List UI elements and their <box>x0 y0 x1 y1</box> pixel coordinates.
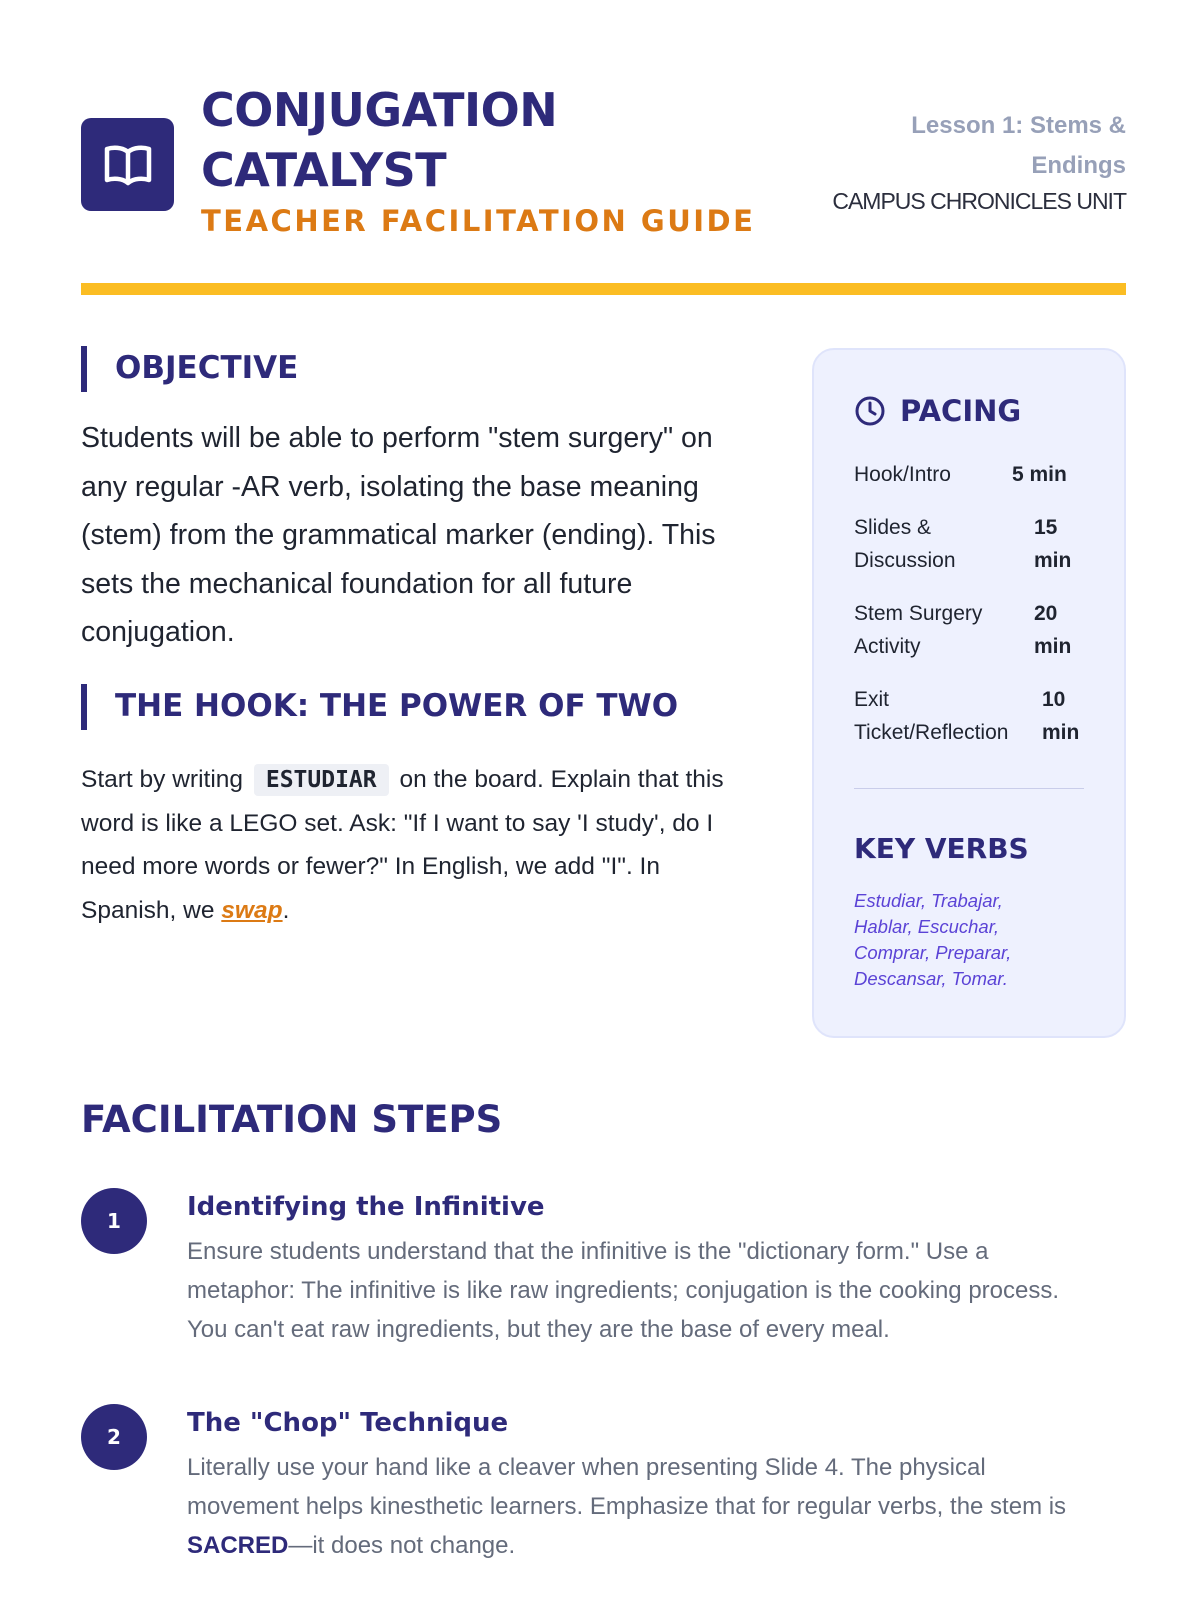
clock-icon <box>854 395 886 427</box>
step-body: Ensure students understand that the infinitive is the "dictionary form." Use a metaphor: The infinitive is like raw ingredients; conjugation is the cooking process. You can't eat raw ingredients, but they are the base of every meal. <box>187 1238 1060 1343</box>
unit-label: CAMPUS CHRONICLES UNIT <box>832 188 1126 214</box>
swap-emphasis: swap <box>221 896 283 924</box>
pacing-duration: 15 min <box>1034 516 1072 572</box>
step-number-badge: 2 <box>81 1404 147 1470</box>
pacing-activity: Hook/Intro <box>854 463 951 486</box>
pacing-heading <box>854 394 1021 428</box>
hook-text <box>81 758 761 932</box>
guide-page <box>81 0 1126 1600</box>
pacing-duration: 5 min <box>1012 463 1067 486</box>
pacing-row <box>854 683 1084 749</box>
pacing-activity: Exit Ticket/Reflection <box>854 688 1009 744</box>
header-divider <box>81 283 1126 295</box>
pacing-row <box>854 597 1084 663</box>
page-title: CONJUGATION CATALYST <box>201 83 558 197</box>
objective-heading-text: OBJECTIVE <box>115 350 299 386</box>
hook-text-before: Start by writing <box>81 766 244 793</box>
step-body-text: Literally use your hand like a cleaver when presenting Slide 4. The physical movement helps kinesthetic learners. Emphasize that for regular verbs, the stem is <box>187 1454 1067 1520</box>
hook-heading-text: THE HOOK: THE POWER OF TWO <box>115 688 679 724</box>
key-verbs-list: Estudiar, Trabajar, Hablar, Escuchar, Comprar, Preparar, Descansar, Tomar. <box>854 890 1012 989</box>
logo <box>81 118 174 211</box>
header <box>81 80 1126 250</box>
sacred-emphasis: SACRED <box>187 1532 289 1559</box>
sidebar-divider <box>854 788 1084 789</box>
lesson-label: Lesson 1: Stems & Endings <box>911 112 1126 179</box>
step-title: The "Chop" Technique <box>187 1408 509 1438</box>
pacing-activity: Stem Surgery Activity <box>854 602 983 658</box>
pacing-row <box>854 458 1084 491</box>
key-verbs-heading: KEY VERBS <box>854 832 1029 865</box>
hook-heading <box>81 684 767 730</box>
pacing-activity: Slides & Discussion <box>854 516 956 572</box>
pacing-row <box>854 511 1084 577</box>
hook-text-end: . <box>282 896 290 924</box>
step-number-badge: 1 <box>81 1188 147 1254</box>
page-subtitle: TEACHER FACILITATION GUIDE <box>201 204 756 238</box>
pacing-table <box>854 458 1084 769</box>
step-title: Identifying the Infinitive <box>187 1192 545 1222</box>
pacing-duration: 10 min <box>1042 688 1080 744</box>
objective-heading <box>81 346 767 392</box>
objective-text: Students will be able to perform "stem surgery" on any regular -AR verb, isolating the base meaning (stem) from the grammatical marker (ending). This sets the mechanical foundation for all future conjugation. <box>81 422 716 648</box>
step-body-end: —it does not change. <box>288 1532 516 1559</box>
open-book-icon <box>102 142 154 188</box>
facilitation-heading: FACILITATION STEPS <box>81 1098 503 1141</box>
hook-text-after: on the board. Explain that this word is like a LEGO set. Ask: "If I want to say 'I study', do I need more words or fewer?" In English, we add "I". In Spanish, we <box>81 766 724 924</box>
pacing-duration: 20 min <box>1034 602 1072 658</box>
pacing-heading-text: PACING <box>900 394 1022 428</box>
code-word: ESTUDIAR <box>254 764 389 796</box>
step-body <box>187 1448 1102 1565</box>
pacing-sidebar <box>812 348 1126 1038</box>
